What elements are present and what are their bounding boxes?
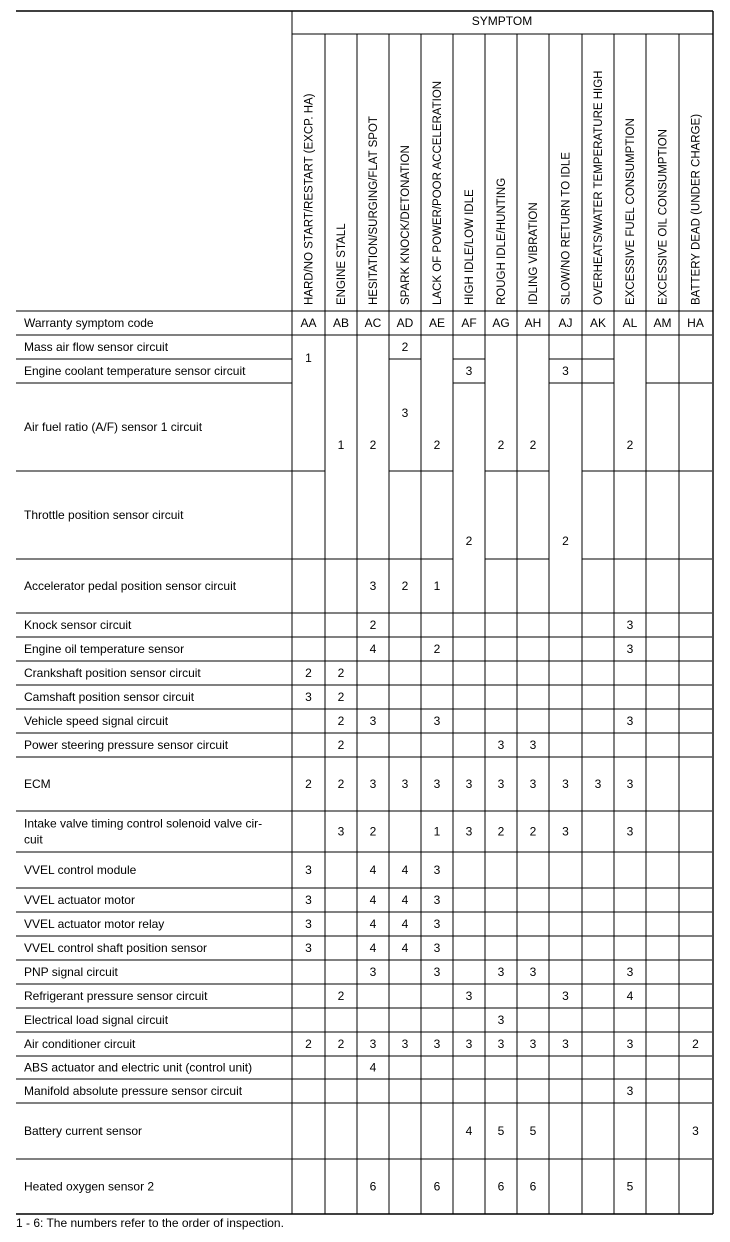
inspection-order-value: 2 xyxy=(305,1037,312,1051)
inspection-order-value: 6 xyxy=(529,1179,537,1194)
column-header-af: HIGH IDLE/LOW IDLE xyxy=(464,189,476,305)
inspection-order-value: 3 xyxy=(433,893,441,907)
row-label: VVEL control module xyxy=(24,863,137,877)
inspection-order-value: 3 xyxy=(465,989,473,1003)
inspection-order-value: 3 xyxy=(626,642,634,656)
inspection-order-value: 3 xyxy=(433,714,441,728)
warranty-code-ah: AH xyxy=(524,316,542,330)
inspection-order-value: 2 xyxy=(337,690,345,704)
warranty-code-ak: AK xyxy=(589,316,607,330)
inspection-order-value: 3 xyxy=(465,364,473,378)
inspection-order-value: 5 xyxy=(497,1124,505,1138)
column-header-ad: SPARK KNOCK/DETONATION xyxy=(400,145,412,305)
inspection-order-value: 4 xyxy=(369,893,377,907)
column-header-ha: BATTERY DEAD (UNDER CHARGE) xyxy=(690,113,703,305)
inspection-order-value: 3 xyxy=(305,893,312,907)
row-label: Intake valve timing control solenoid valve cir- xyxy=(24,816,263,831)
row-label: Refrigerant pressure sensor circuit xyxy=(24,989,208,1003)
row-label: Air conditioner circuit xyxy=(24,1037,136,1051)
warranty-code-am: AM xyxy=(653,316,672,330)
inspection-order-value: 2 xyxy=(305,777,312,791)
inspection-order-value: 1 xyxy=(433,579,441,593)
row-label: Accelerator pedal position sensor circuit xyxy=(24,579,237,593)
inspection-order-value: 4 xyxy=(401,893,409,907)
row-label: Battery current sensor xyxy=(24,1124,143,1138)
inspection-order-value: 3 xyxy=(529,777,537,791)
warranty-code-label: Warranty symptom code xyxy=(24,316,154,330)
warranty-code-aa: AA xyxy=(300,316,317,330)
inspection-order-value: 4 xyxy=(465,1124,473,1138)
inspection-order-value: 3 xyxy=(465,1037,473,1051)
inspection-order-value: 2 xyxy=(337,714,345,728)
inspection-order-value: 2 xyxy=(433,438,441,452)
inspection-order-value: 3 xyxy=(401,1037,409,1051)
inspection-order-value: 3 xyxy=(562,989,569,1003)
row-label: Crankshaft position sensor circuit xyxy=(24,666,201,680)
inspection-order-value: 3 xyxy=(529,738,537,752)
row-label: VVEL actuator motor xyxy=(24,893,135,907)
inspection-order-value: 3 xyxy=(626,1037,634,1051)
inspection-order-value: 3 xyxy=(626,965,634,979)
inspection-order-value: 3 xyxy=(401,777,409,791)
inspection-order-value: 3 xyxy=(562,364,569,378)
column-header-aj: SLOW/NO RETURN TO IDLE xyxy=(560,152,573,305)
inspection-order-value: 6 xyxy=(497,1179,505,1194)
warranty-code-af: AF xyxy=(461,316,477,330)
column-header-ae: LACK OF POWER/POOR ACCELERATION xyxy=(432,80,444,305)
row-label: VVEL control shaft position sensor xyxy=(24,941,207,955)
inspection-order-value: 2 xyxy=(369,618,377,632)
inspection-order-value: 3 xyxy=(433,1037,441,1051)
inspection-order-value: 3 xyxy=(626,618,634,632)
inspection-order-value: 3 xyxy=(305,941,312,955)
inspection-order-value: 3 xyxy=(369,714,377,728)
inspection-order-value: 4 xyxy=(626,989,634,1003)
warranty-code-ad: AD xyxy=(396,316,414,330)
inspection-order-value: 3 xyxy=(369,579,377,593)
row-label: Mass air flow sensor circuit xyxy=(24,340,169,354)
inspection-order-value: 2 xyxy=(562,534,569,548)
inspection-order-value: 3 xyxy=(433,917,441,931)
inspection-order-value: 3 xyxy=(562,777,569,791)
inspection-order-value: 3 xyxy=(497,1013,505,1027)
row-label: ABS actuator and electric unit (control unit) xyxy=(24,1060,253,1075)
row-label: ECM xyxy=(24,777,51,791)
inspection-order-value: 3 xyxy=(369,777,377,791)
inspection-order-value: 3 xyxy=(401,406,409,420)
inspection-order-value: 2 xyxy=(465,534,473,548)
inspection-order-value: 3 xyxy=(433,965,441,979)
inspection-order-value: 1 xyxy=(433,824,441,839)
warranty-code-ab: AB xyxy=(332,316,350,330)
inspection-order-value: 4 xyxy=(401,863,409,877)
inspection-order-value: 3 xyxy=(433,863,441,877)
inspection-order-value: 5 xyxy=(529,1124,537,1138)
row-label: Heated oxygen sensor 2 xyxy=(24,1179,155,1194)
inspection-order-value: 3 xyxy=(692,1124,699,1138)
inspection-order-value: 3 xyxy=(465,824,473,839)
row-label: cuit xyxy=(24,832,43,847)
inspection-order-value: 3 xyxy=(497,777,505,791)
warranty-code-ae: AE xyxy=(428,316,446,330)
column-header-ah: IDLING VIBRATION xyxy=(528,202,540,305)
inspection-order-value: 1 xyxy=(305,351,312,365)
row-label: Vehicle speed signal circuit xyxy=(24,714,169,728)
inspection-order-value: 2 xyxy=(529,824,537,839)
inspection-order-value: 6 xyxy=(369,1179,377,1194)
column-header-ab: ENGINE STALL xyxy=(336,223,348,305)
inspection-order-value: 3 xyxy=(433,777,441,791)
inspection-order-value: 2 xyxy=(337,738,345,752)
inspection-order-value: 2 xyxy=(337,666,345,680)
inspection-order-value: 3 xyxy=(305,690,312,704)
inspection-order-value: 3 xyxy=(497,738,505,752)
row-label: Manifold absolute pressure sensor circuit xyxy=(24,1084,243,1098)
inspection-order-value: 2 xyxy=(529,438,537,452)
inspection-order-value: 3 xyxy=(497,965,505,979)
inspection-order-value: 3 xyxy=(465,777,473,791)
warranty-code-aj: AJ xyxy=(558,316,573,330)
row-label: Engine oil temperature sensor xyxy=(24,642,185,656)
inspection-order-value: 3 xyxy=(337,824,345,839)
column-header-am: EXCESSIVE OIL CONSUMPTION xyxy=(657,129,670,305)
inspection-order-value: 5 xyxy=(626,1179,634,1194)
inspection-order-value: 2 xyxy=(337,989,345,1003)
inspection-order-value: 2 xyxy=(305,666,312,680)
row-label: PNP signal circuit xyxy=(24,965,118,979)
inspection-order-value: 4 xyxy=(369,1060,377,1075)
inspection-order-value: 3 xyxy=(305,917,312,931)
inspection-order-value: 2 xyxy=(692,1037,699,1051)
inspection-order-value: 4 xyxy=(369,642,377,656)
inspection-order-value: 2 xyxy=(401,579,409,593)
row-label: Air fuel ratio (A/F) sensor 1 circuit xyxy=(24,420,203,434)
inspection-order-value: 4 xyxy=(369,917,377,931)
inspection-order-value: 2 xyxy=(401,340,409,354)
inspection-order-value: 2 xyxy=(337,777,345,791)
inspection-order-value: 4 xyxy=(401,941,409,955)
warranty-code-ag: AG xyxy=(492,316,510,330)
inspection-order-value: 2 xyxy=(626,438,634,452)
inspection-order-value: 3 xyxy=(433,941,441,955)
inspection-order-value: 2 xyxy=(369,824,377,839)
inspection-order-value: 3 xyxy=(626,714,634,728)
row-label: Power steering pressure sensor circuit xyxy=(24,738,229,752)
symptom-header: SYMPTOM xyxy=(471,14,533,28)
inspection-order-value: 3 xyxy=(562,1037,569,1051)
inspection-order-value: 3 xyxy=(626,1084,634,1098)
column-header-ac: HESITATION/SURGING/FLAT SPOT xyxy=(368,116,380,305)
column-header-ag: ROUGH IDLE/HUNTING xyxy=(496,177,508,305)
warranty-code-ac: AC xyxy=(364,316,382,330)
inspection-order-value: 3 xyxy=(626,824,634,839)
row-label: Engine coolant temperature sensor circuit xyxy=(24,364,246,378)
column-header-al: EXCESSIVE FUEL CONSUMPTION xyxy=(625,118,637,305)
inspection-order-value: 4 xyxy=(401,917,409,931)
inspection-order-value: 4 xyxy=(369,941,377,955)
inspection-order-value: 2 xyxy=(337,1037,345,1051)
column-header-aa: HARD/NO START/RESTART (EXCP. HA) xyxy=(303,93,316,305)
inspection-order-value: 3 xyxy=(497,1037,505,1051)
inspection-order-value: 3 xyxy=(594,777,602,791)
warranty-code-al: AL xyxy=(622,316,638,330)
inspection-order-value: 3 xyxy=(305,863,312,877)
row-label: Throttle position sensor circuit xyxy=(24,508,184,522)
warranty-code-ha: HA xyxy=(687,316,704,330)
inspection-order-value: 2 xyxy=(497,438,505,452)
row-label: Electrical load signal circuit xyxy=(24,1013,169,1027)
row-label: Knock sensor circuit xyxy=(24,618,132,632)
inspection-order-value: 2 xyxy=(369,438,377,452)
inspection-order-value: 3 xyxy=(529,1037,537,1051)
inspection-order-value: 3 xyxy=(369,965,377,979)
inspection-order-value: 3 xyxy=(369,1037,377,1051)
inspection-order-value: 6 xyxy=(433,1179,441,1194)
inspection-order-value: 3 xyxy=(626,777,634,791)
inspection-order-value: 4 xyxy=(369,863,377,877)
inspection-order-value: 1 xyxy=(337,438,345,452)
row-label: VVEL actuator motor relay xyxy=(24,917,165,931)
column-header-ak: OVERHEATS/WATER TEMPERATURE HIGH xyxy=(593,70,605,305)
inspection-order-value: 3 xyxy=(562,824,569,839)
inspection-order-value: 2 xyxy=(497,824,505,839)
inspection-order-value: 3 xyxy=(529,965,537,979)
footnote: 1 - 6: The numbers refer to the order of inspection. xyxy=(16,1216,284,1230)
inspection-order-value: 2 xyxy=(433,642,441,656)
row-label: Camshaft position sensor circuit xyxy=(24,690,195,704)
